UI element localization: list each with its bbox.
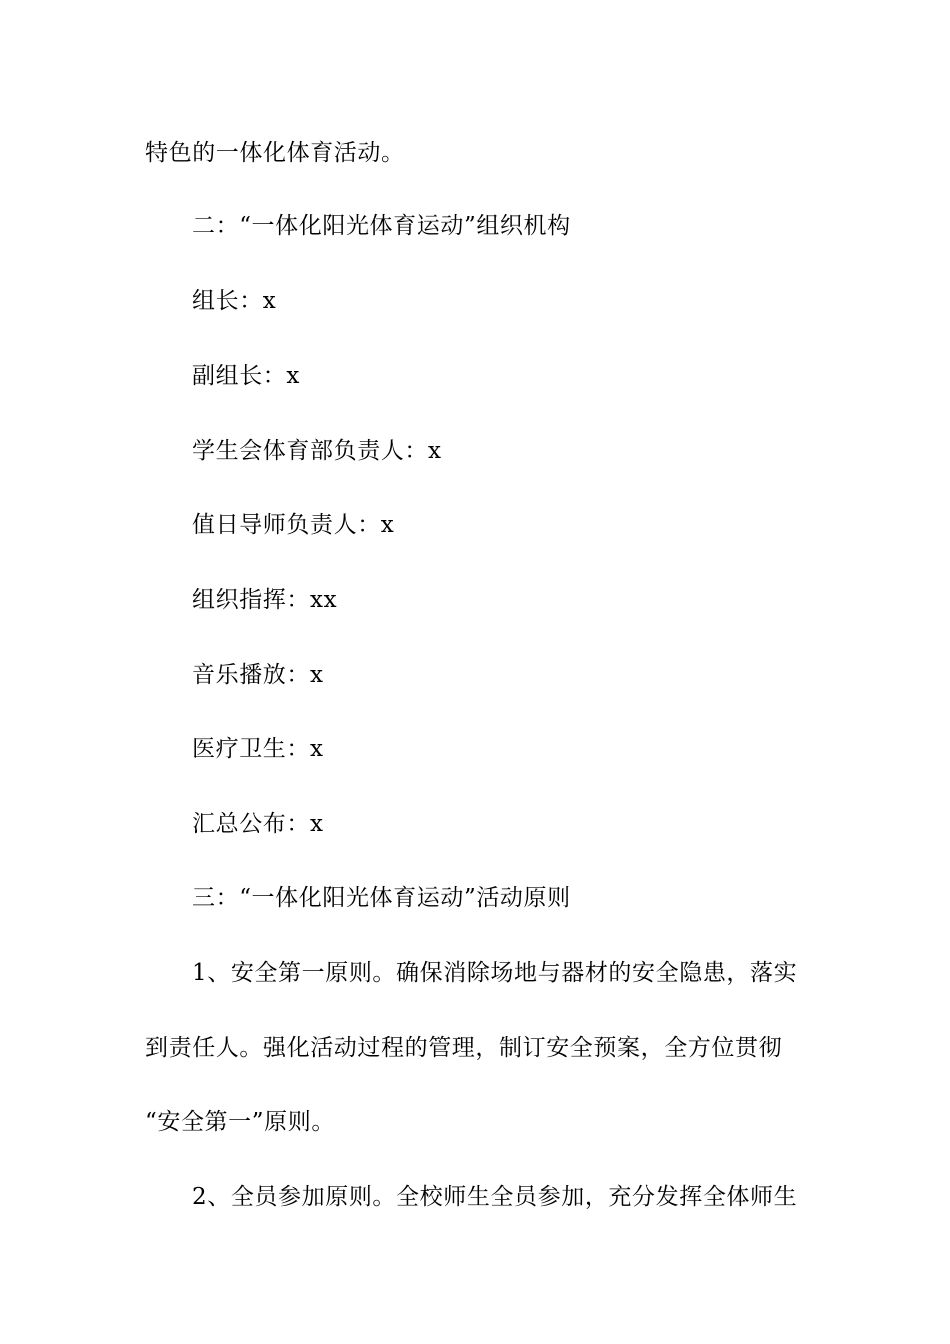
- org-item-leader: 组长：x: [192, 288, 277, 314]
- org-item-music: 音乐播放：x: [192, 662, 324, 688]
- principle-2-line-1: 2、全员参加原则。全校师生全员参加，充分发挥全体师生: [192, 1184, 798, 1210]
- section-heading-3: 三：“一体化阳光体育运动”活动原则: [192, 885, 571, 911]
- principle-1-line-2: 到责任人。强化活动过程的管理，制订安全预案，全方位贯彻: [145, 1035, 783, 1061]
- org-item-medical: 医疗卫生：x: [192, 736, 324, 762]
- org-item-student-union: 学生会体育部负责人：x: [192, 438, 442, 464]
- org-item-summary: 汇总公布：x: [192, 811, 324, 837]
- principle-1-line-1: 1、安全第一原则。确保消除场地与器材的安全隐患，落实: [192, 960, 798, 986]
- paragraph-continuation: 特色的一体化体育活动。: [145, 140, 405, 166]
- org-item-deputy-leader: 副组长：x: [192, 363, 300, 389]
- org-item-duty-mentor: 值日导师负责人：x: [192, 512, 395, 538]
- org-item-command: 组织指挥：xx: [192, 587, 338, 613]
- principle-1-line-3: “安全第一”原则。: [145, 1109, 335, 1135]
- section-heading-2: 二：“一体化阳光体育运动”组织机构: [192, 213, 571, 239]
